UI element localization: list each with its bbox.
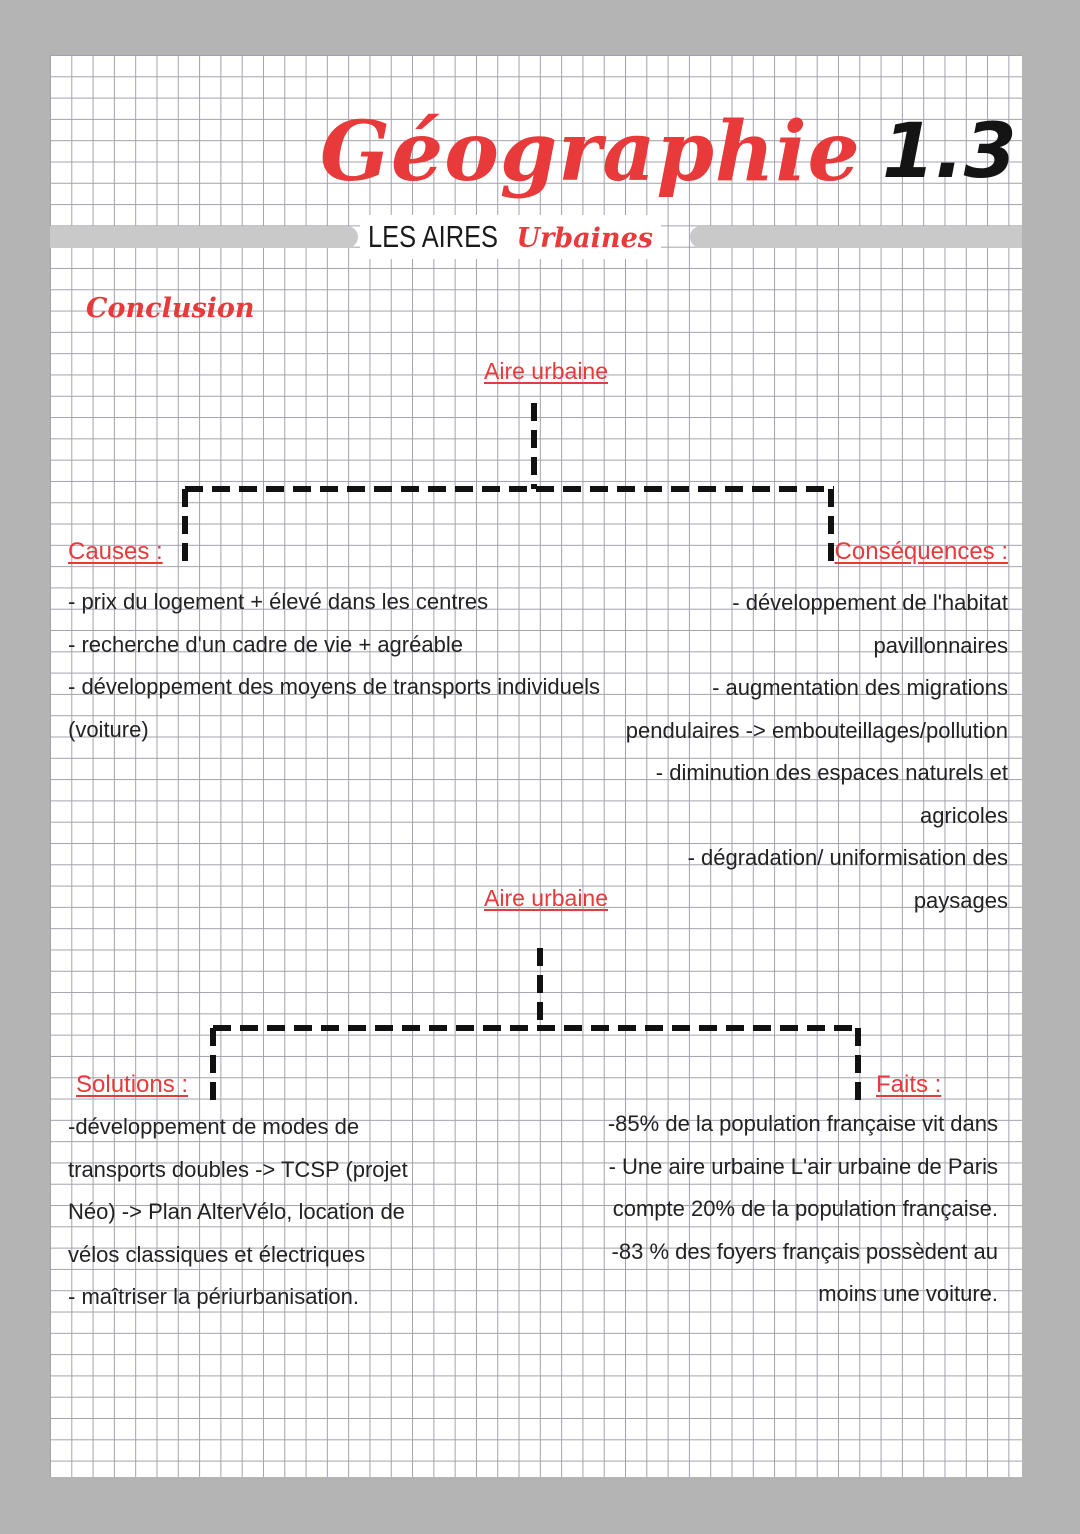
solutions-list <box>68 1106 408 1319</box>
solutions-line: Néo) -> Plan AlterVélo, location de <box>68 1199 405 1224</box>
chapter-number: 1.3 <box>882 106 1017 195</box>
faits-label: Faits : <box>876 1071 942 1098</box>
consequences-line: agricoles <box>919 802 1008 828</box>
section-heading: Conclusion <box>86 293 255 324</box>
faits-line: -85% de la population française vit dans <box>607 1111 998 1136</box>
faits-line: compte 20% de la population française. <box>612 1196 998 1221</box>
causes-line: - recherche d'un cadre de vie + agréable <box>68 631 463 657</box>
page-title: Géographie <box>320 104 861 200</box>
causes-label: Causes : <box>68 538 163 565</box>
faits-line: -83 % des foyers français possèdent au <box>611 1238 998 1264</box>
consequences-line: pavillonnaires <box>873 632 1008 658</box>
consequences-line: - développement de l'habitat <box>732 590 1008 615</box>
notebook-page <box>50 55 1022 1477</box>
faits-line: - Une aire urbaine L'air urbaine de Paris <box>608 1153 998 1179</box>
subtitle-accent: Urbaines <box>516 223 653 254</box>
consequences-line: - augmentation des migrations <box>712 675 1008 700</box>
causes-line: (voiture) <box>68 716 149 742</box>
solutions-line: transports doubles -> TCSP (projet <box>68 1156 408 1182</box>
causes-line: - développement des moyens de transports individuels <box>68 674 600 699</box>
subtitle-main: LES AIRES <box>368 219 498 254</box>
diagram2-root: Aire urbaine <box>484 885 609 911</box>
solutions-line: vélos classiques et électriques <box>68 1241 366 1267</box>
consequences-line: paysages <box>913 887 1008 913</box>
solutions-label: Solutions : <box>76 1071 189 1098</box>
causes-line: - prix du logement + élevé dans les centres <box>68 589 489 614</box>
causes-list <box>68 581 600 751</box>
diagram1-root: Aire urbaine <box>484 358 609 384</box>
consequences-line: - diminution des espaces naturels et <box>655 760 1008 785</box>
consequences-line: pendulaires -> embouteillages/pollution <box>625 717 1008 743</box>
solutions-line: - maîtriser la périurbanisation. <box>68 1284 360 1309</box>
faits-line: moins une voiture. <box>818 1281 998 1306</box>
consequences-label: Conséquences : <box>834 538 1008 565</box>
consequences-line: - dégradation/ uniformisation des <box>687 845 1008 870</box>
faits-list <box>608 1103 998 1316</box>
solutions-line: -développement de modes de <box>68 1114 360 1139</box>
consequences-list <box>626 582 1008 922</box>
